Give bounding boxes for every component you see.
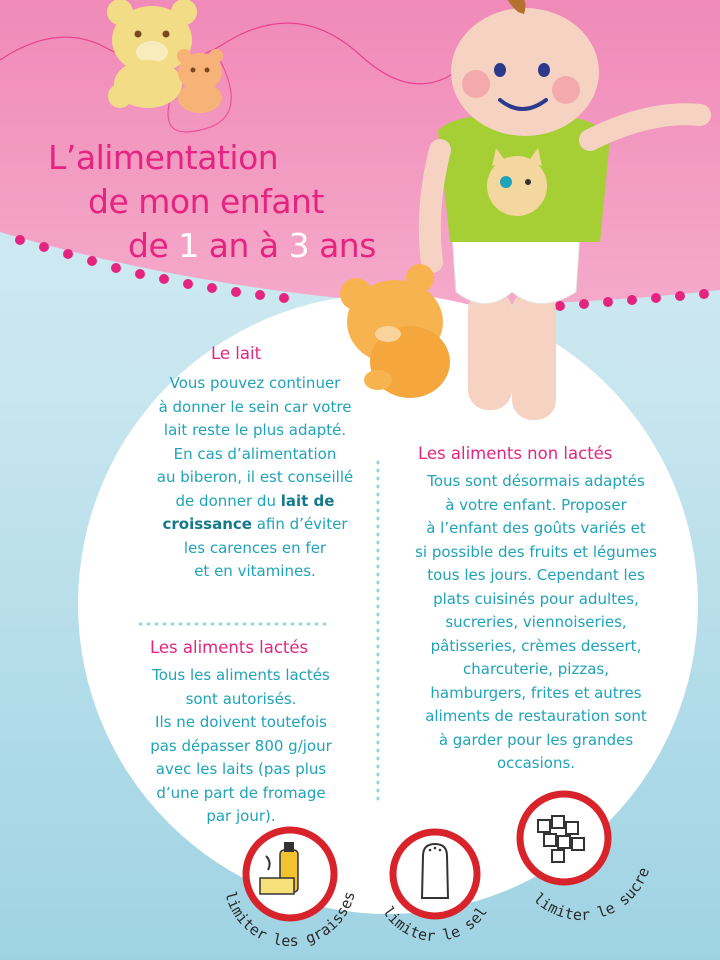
- badge-limiter-sel: [360, 826, 510, 960]
- salt-shaker-icon: [422, 844, 448, 898]
- badge-limiter-sucre: [496, 790, 666, 930]
- title-line-1: L’alimentation: [48, 138, 279, 177]
- badge-caption-graisses: limiter les graisses: [221, 889, 359, 951]
- paragraph-aliments-non-lactes: Tous sont désormais adaptés à votre enfant. Proposer à l’enfant des goûts variés et si possible des fruits et légumes tous les jours. Cependant les plats cuisinés pour adultes, sucreries, viennoiseries, pâtisseries, crèmes dessert, charcuterie, pizzas, hamburgers, frites et autres aliments de restauration sont à garder pour les grandes occasions.: [415, 472, 657, 772]
- badge-limiter-graisses: [210, 826, 370, 960]
- badge-caption-sel: limiter le sel: [379, 903, 491, 946]
- title-line-3: de 1 an à 3 ans: [128, 226, 376, 265]
- heading-le-lait: Le lait: [211, 344, 262, 363]
- heading-aliments-non-lactes: Les aliments non lactés: [418, 444, 613, 463]
- small-bear-icon: [177, 49, 223, 113]
- badge-caption-sucre: limiter le sucre: [529, 864, 654, 925]
- paragraph-le-lait: Vous pouvez continuer à donner le sein car votre lait reste le plus adapté. En cas d’alimentation au biberon, il est conseillé de donner du lait de croissance afin d’éviter les carences en fer et en vitamines.: [156, 374, 354, 580]
- paragraph-aliments-lactes: Tous les aliments lactés sont autorisés. Ils ne doivent toutefois pas dépasser 800 g/jour avec les laits (pas plus d’une part de fromage par jour).: [150, 666, 332, 825]
- heading-aliments-lactes: Les aliments lactés: [150, 638, 309, 657]
- title-line-2: de mon enfant: [88, 182, 324, 221]
